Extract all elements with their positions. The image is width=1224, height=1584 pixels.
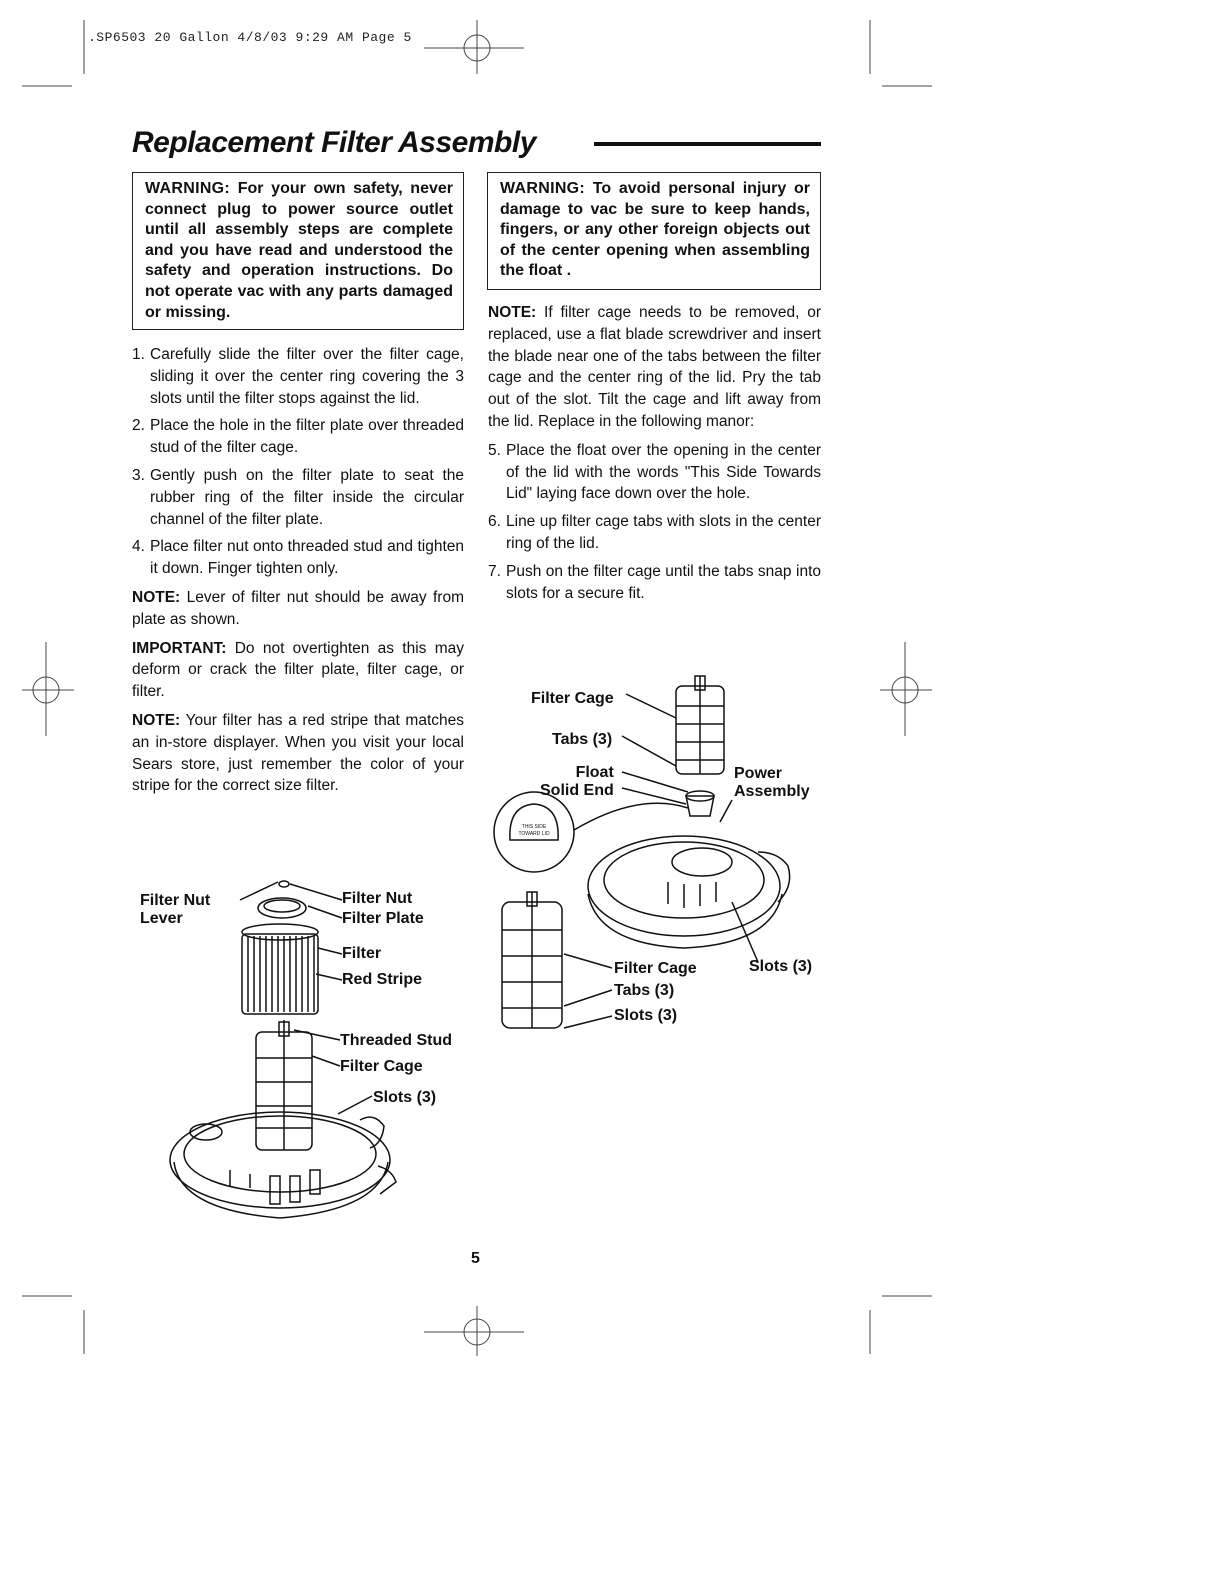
page-title: Replacement Filter Assembly — [132, 126, 536, 159]
warning-text: To avoid personal injury or damage to vac be sure to keep hands, fingers, or any other foreign objects out of the center opening when assembling the float . — [500, 180, 810, 280]
label-power-assembly: Power Assembly — [734, 765, 810, 800]
float-imprint-line1: THIS SIDE — [521, 824, 547, 830]
step-item: 6. Line up filter cage tabs with slots in the center ring of the lid. — [488, 513, 821, 552]
warning-lead: WARNING: — [500, 180, 586, 197]
label-red-stripe: Red Stripe — [342, 971, 423, 988]
warning-text: For your own safety, never connect plug to power source outlet until all assembly steps are complete and you have read and understood the safety and operation instructions. Do not operate vac with any parts damaged or missing. — [145, 180, 454, 321]
label-slots: Slots (3) — [373, 1089, 437, 1106]
step-item: 3. Gently push on the filter plate to seat the rubber ring of the filter inside the circular channel of the filter plate. — [132, 466, 464, 528]
left-steps-list — [132, 344, 464, 580]
print-header: .SP6503 20 Gallon 4/8/03 9:29 AM Page 5 — [88, 30, 412, 45]
label-filter-nut-lever: Filter Nut Lever — [140, 892, 211, 927]
label-tabs-bottom: Tabs (3) — [614, 982, 675, 999]
note-paragraph: NOTE: If filter cage needs to be removed, or replaced, use a flat blade screwdriver and insert the blade near one of the tabs between the filter cage and the center ring of the lid. Pry the tab out of the slot. Tilt the cage and lift away from the lid. Replace in the following manor: — [488, 304, 821, 430]
important-paragraph: IMPORTANT: Do not overtighten as this may deform or crack the filter plate, filter cage, or filter. — [132, 639, 464, 701]
step-item: 5. Place the float over the opening in the center of the lid with the words "This Side Towards Lid" laying face down over the hole. — [488, 441, 821, 503]
right-warning-box — [487, 172, 821, 290]
warning-lead: WARNING: — [145, 180, 231, 197]
label-slots-right: Slots (3) — [749, 958, 813, 975]
left-warning-box — [132, 172, 464, 330]
note-paragraph: NOTE: Your filter has a red stripe that matches an in-store displayer. When you visit your local Sears store, just remember the color of your stripe for the correct size filter. — [132, 711, 464, 795]
label-filter: Filter — [342, 945, 382, 962]
float-imprint-line2: TOWARD LID — [518, 831, 550, 837]
note-paragraph: NOTE: Lever of filter nut should be away from plate as shown. — [132, 588, 464, 628]
label-filter-nut: Filter Nut — [342, 890, 413, 907]
label-filter-cage-top: Filter Cage — [531, 690, 614, 707]
label-filter-cage-bottom: Filter Cage — [614, 960, 697, 977]
page-number: 5 — [471, 1250, 480, 1267]
label-filter-plate: Filter Plate — [342, 910, 424, 927]
label-tabs-top: Tabs (3) — [552, 731, 613, 748]
left-column-text — [132, 344, 464, 804]
step-item: 7. Push on the filter cage until the tabs snap into slots for a secure fit. — [488, 562, 821, 602]
right-column-text — [488, 302, 821, 611]
label-threaded-stud: Threaded Stud — [340, 1032, 453, 1049]
label-slots-bottom: Slots (3) — [614, 1007, 678, 1024]
title-rule — [594, 142, 821, 146]
right-steps-list — [488, 440, 821, 605]
step-item: 1. Carefully slide the filter over the filter cage, sliding it over the center ring covering the 3 slots until the filter stops against the lid. — [132, 346, 464, 407]
step-item: 2. Place the hole in the filter plate over threaded stud of the filter cage. — [132, 417, 464, 457]
label-filter-cage: Filter Cage — [340, 1058, 423, 1075]
label-float-solid-end: Float Solid End — [540, 764, 614, 799]
step-item: 4. Place filter nut onto threaded stud and tighten it down. Finger tighten only. — [132, 538, 464, 578]
